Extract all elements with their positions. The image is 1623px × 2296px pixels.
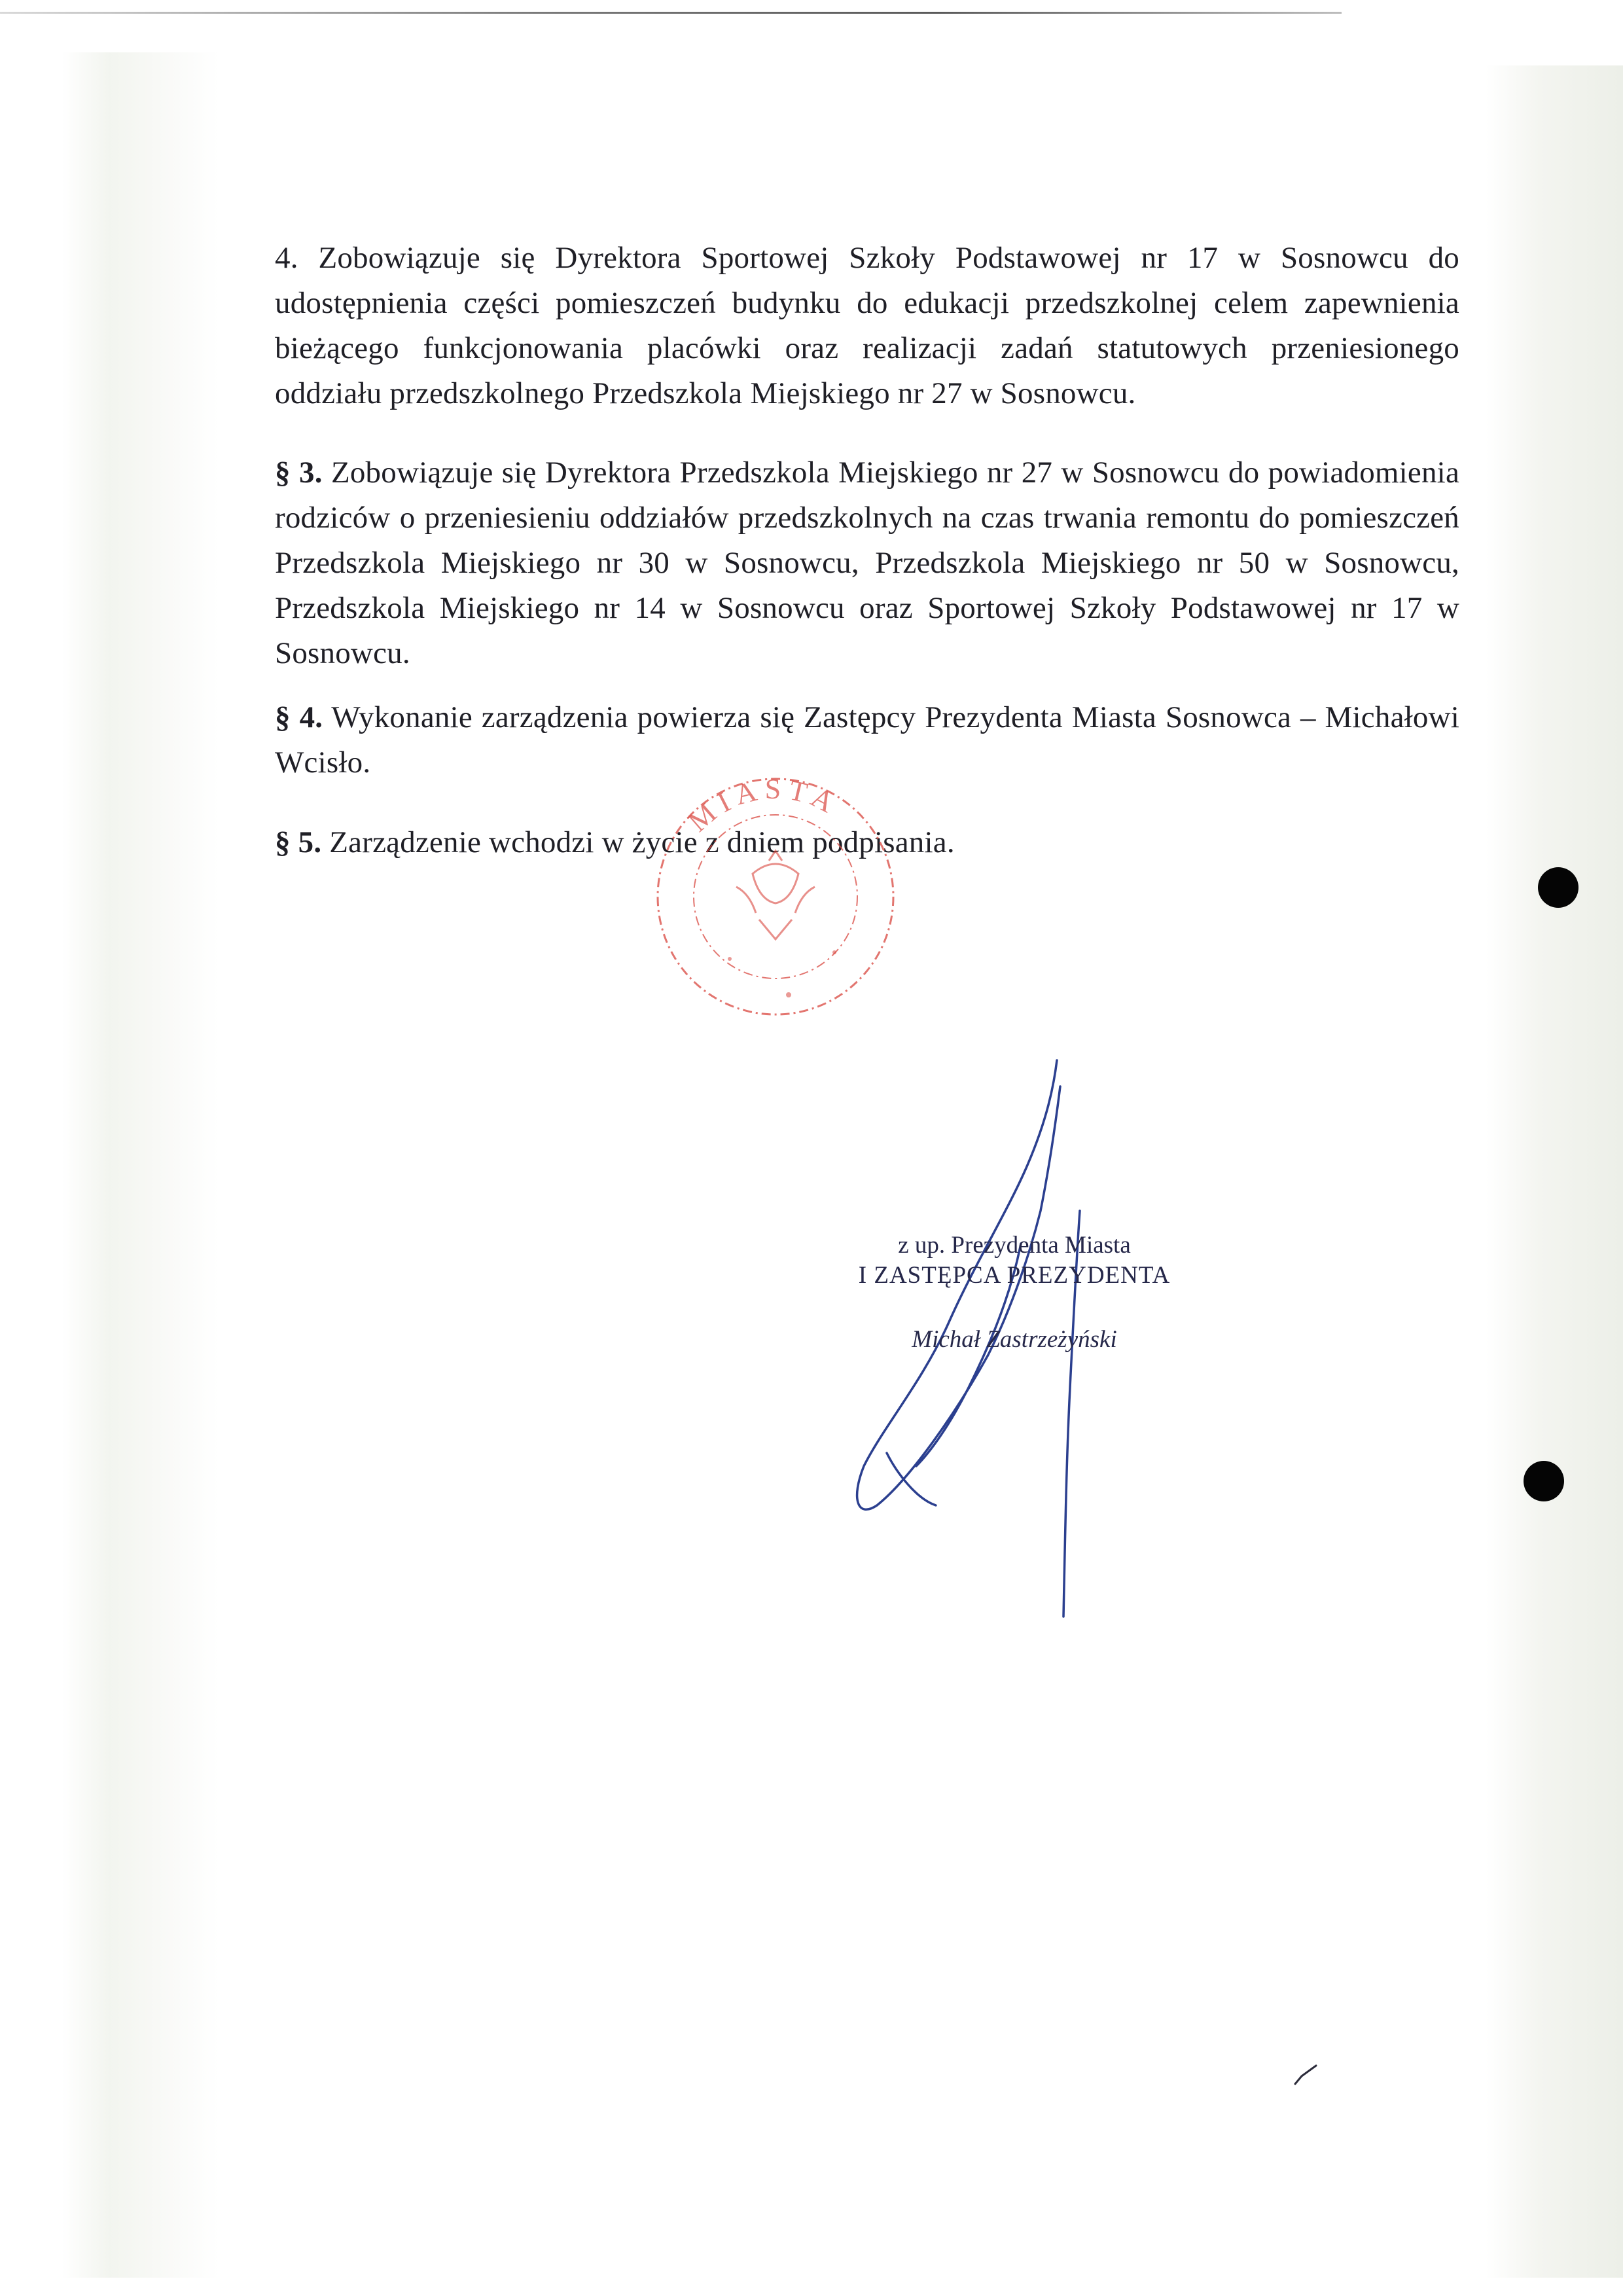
paragraph-section-3 <box>275 450 1459 676</box>
scan-shadow-right <box>1486 65 1623 2278</box>
signatory-name: Michał Zastrzeżyński <box>912 1326 1117 1353</box>
section-5-mark: § 5. <box>275 825 322 859</box>
section-5-text: Zarządzenie wchodzi w życie z dniem podpisania. <box>321 825 955 859</box>
section-3-text: Zobowiązuje się Dyrektora Przedszkola Miejskiego nr 27 w Sosnowcu do powiadomienia rodziców o przeniesieniu oddziałów przedszkolnych na czas trwania remontu do pomieszczeń Przedszkola Miejskiego nr 30 w Sosnowcu, Przedszkola Miejskiego nr 50 w Sosnowcu, Przedszkola Miejskiego nr 14 w Sosnowcu oraz Sportowej Szkoły Podstawowej nr 17 w Sosnowcu. <box>275 456 1459 670</box>
punch-hole-bottom <box>1524 1461 1564 1501</box>
pen-tick-mark <box>1293 2062 1319 2088</box>
section-3-mark: § 3. <box>275 456 323 490</box>
paragraph-point-4: 4. Zobowiązuje się Dyrektora Sportowej Szkoły Podstawowej nr 17 w Sosnowcu do udostępnienia części pomieszczeń budynku do edukacji przedszkolnej celem zapewnienia bieżącego funkcjonowania placówki oraz realizacji zadań statutowych przeniesionego oddziału przedszkolnego Przedszkola Miejskiego nr 27 w Sosnowcu. <box>275 241 1459 410</box>
punch-hole-top <box>1538 867 1578 908</box>
scan-shadow-left <box>62 52 219 2278</box>
stamp-text: MIASTA <box>682 772 846 838</box>
scan-edge-line <box>0 12 1342 14</box>
section-4-mark: § 4. <box>275 700 323 734</box>
svg-text:MIASTA <box>682 773 845 838</box>
signature-authorization-line: z up. Prezydenta Miasta <box>898 1232 1131 1259</box>
official-seal-stamp <box>638 762 913 1031</box>
section-4-text: Wykonanie zarządzenia powierza się Zastępcy Prezydenta Miasta Sosnowca – Michałowi Wcisło. <box>275 700 1459 780</box>
signature-title-line: I ZASTĘPCA PREZYDENTA <box>858 1262 1171 1289</box>
signature-block <box>805 1230 1224 1355</box>
